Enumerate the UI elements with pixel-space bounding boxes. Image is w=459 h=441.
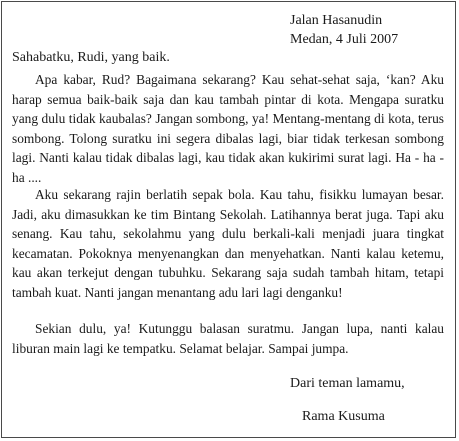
sender-city-date: Medan, 4 Juli 2007 — [290, 32, 399, 47]
greeting: Sahabatku, Rudi, yang baik. — [12, 50, 170, 65]
paragraph-3: Sekian dulu, ya! Kutunggu balasan suratmu. Jangan lupa, nanti kalau liburan main lagi ke tempatku. Selamat belajar. Sampai jumpa. — [12, 321, 444, 356]
sender-street: Jalan Hasanudin — [290, 13, 383, 28]
signature: Rama Kusuma — [302, 409, 385, 424]
paragraph-2: Aku sekarang rajin berlatih sepak bola. Kau tahu, fisikku lumayan besar. Jadi, aku dimasukkan ke tim Bintang Sekolah. Latihannya berat juga. Tapi aku senang. Kau tahu, sekolahmu yang dulu berkali-kali menjadi juara tingkat kecamatan. Pokoknya menyenangkan dan menyehatkan. Nanti kalau ketemu, kau akan terkejut dengan tubuhku. Sekarang saja sudah tambah hitam, tetapi tambah kuat. Nanti jangan menantang adu lari lagi denganku! — [12, 187, 444, 300]
paragraph-1: Apa kabar, Rud? Bagaimana sekarang? Kau sehat-sehat saja, ‘kan? Aku harap semua baik-baik saja dan kau tambah pintar di kota. Mengapa suratku yang dulu tidak kaubalas? Jangan sombong, ya! Mentang-mentang di kota, terus sombong. Tolong suratku ini segera dibalas lagi, biar tidak terkesan sombong lagi. Nanti kalau tidak dibalas lagi, kau tidak akan kukirimi surat lagi. Ha - ha - ha .... — [12, 72, 444, 185]
closing-line: Dari teman lamamu, — [290, 376, 405, 391]
